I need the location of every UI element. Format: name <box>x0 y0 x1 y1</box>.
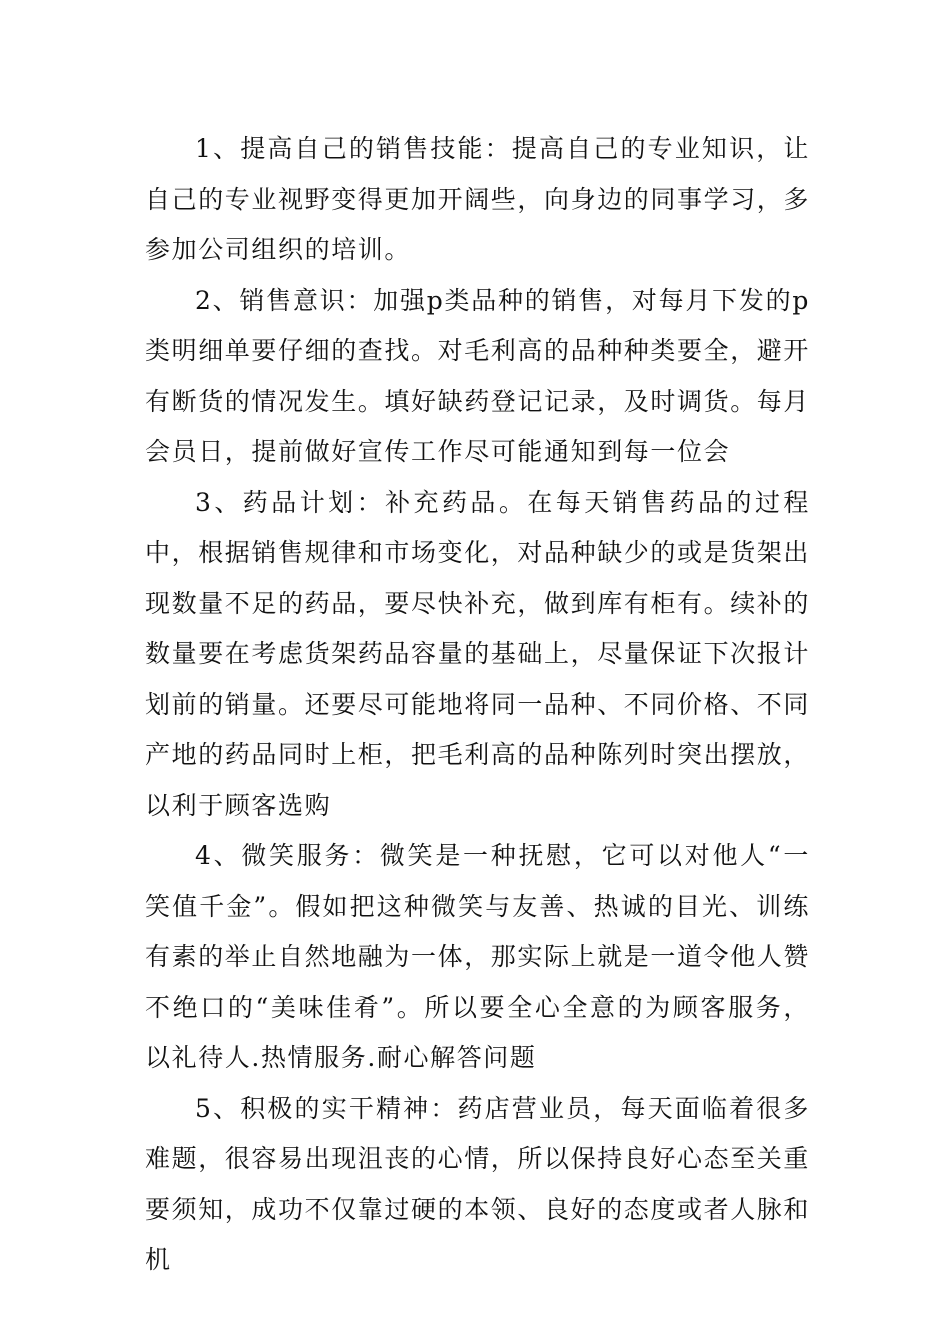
paragraph-4: 4、微笑服务：微笑是一种抚慰，它可以对他人“一笑值千金”。假如把这种微笑与友善、热诚的目光、训练有素的举止自然地融为一体，那实际上就是一道令他人赞不绝口的“美味佳肴”。所以要全心全意的为顾客服务，以礼待人.热情服务.耐心解答问题 <box>145 841 811 1072</box>
paragraph-3: 3、药品计划：补充药品。在每天销售药品的过程中，根据销售规律和市场变化，对品种缺少的或是货架出现数量不足的药品，要尽快补充，做到库有柜有。续补的数量要在考虑货架药品容量的基础上，尽量保证下次报计划前的销量。还要尽可能地将同一品种、不同价格、不同产地的药品同时上柜，把毛利高的品种陈列时突出摆放，以利于顾客选购 <box>145 487 811 820</box>
paragraph-1: 1、提高自己的销售技能：提高自己的专业知识，让自己的专业视野变得更加开阔些，向身边的同事学习，多参加公司组织的培训。 <box>145 134 811 264</box>
paragraph-5: 5、积极的实干精神：药店营业员，每天面临着很多难题，很容易出现沮丧的心情，所以保持良好心态至关重要须知，成功不仅靠过硬的本领、良好的态度或者人脉和机 <box>145 1093 811 1274</box>
document-body <box>145 124 810 1286</box>
paragraph-2: 2、销售意识：加强p类品种的销售，对每月下发的p类明细单要仔细的查找。对毛利高的品种种类要全，避开有断货的情况发生。填好缺药登记记录，及时调货。每月会员日，提前做好宣传工作尽可能通知到每一位会 <box>145 285 811 466</box>
